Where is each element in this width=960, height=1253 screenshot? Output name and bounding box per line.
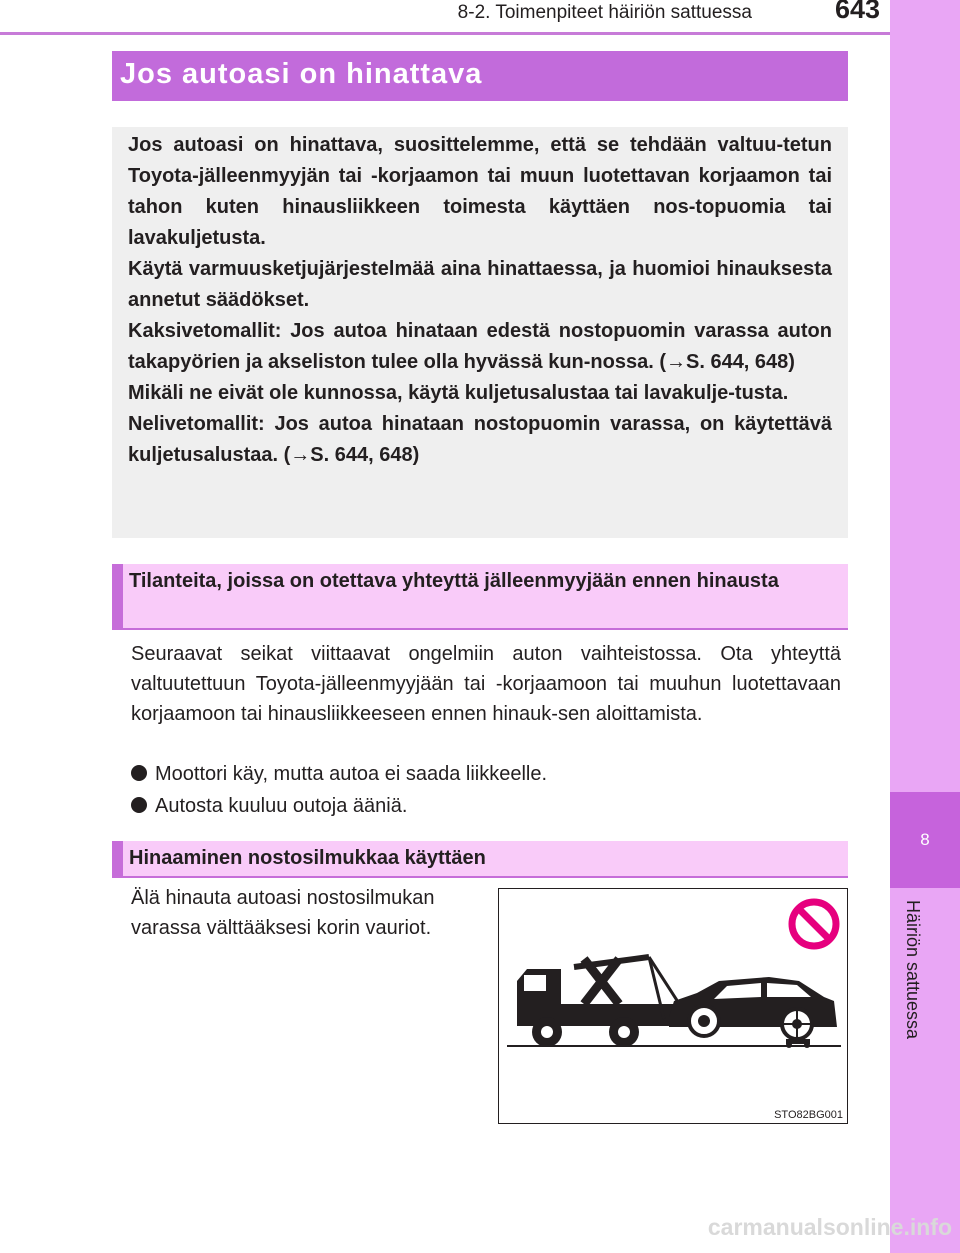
chapter-number-tab[interactable]: 8 — [890, 792, 960, 888]
prohibition-icon — [792, 902, 836, 946]
info-paragraph: Kaksivetomallit: Jos autoa hinataan edestä nostopuomin varassa auton takapyörien ja akseliston tulee olla hyvässä kun-nossa. (→S. 644, 648) — [128, 320, 832, 373]
chapter-label: Häiriön sattuessa — [903, 900, 923, 1040]
section-body-text: Seuraavat seikat viittaavat ongelmiin auton vaihteistossa. Ota yhteyttä valtuutettuun Toyota-jälleenmyyjään tai -korjaamoon tai muuhun luotettavaan korjaamoon tai hinausliikkeeseen ennen hinauk-sen aloittamista. — [131, 643, 841, 725]
side-tab-strip — [890, 0, 960, 1253]
towing-illustration-svg — [499, 889, 847, 1123]
bullet-text: Autosta kuuluu outoja ääniä. — [155, 795, 408, 817]
header-divider — [0, 32, 890, 35]
section-heading-dealer-contact — [112, 564, 848, 630]
info-box — [112, 127, 848, 538]
bullet-item — [131, 759, 547, 789]
info-paragraph: Nelivetomallit: Jos autoa hinataan nostopuomin varassa, on käytettävä kuljetusalustaa. (→S. 644, 648) — [128, 413, 832, 466]
info-paragraph: Mikäli ne eivät ole kunnossa, käytä kuljetusalustaa tai lavakulje-tusta. — [128, 382, 789, 404]
page-title: Jos autoasi on hinattava — [120, 58, 483, 90]
info-paragraph: Käytä varmuusketjujärjestelmää aina hinattaessa, ja huomioi hinauksesta annetut säädökset. — [128, 258, 832, 311]
section-header: 8-2. Toimenpiteet häiriön sattuessa — [457, 2, 752, 23]
page-title-bar — [112, 51, 848, 101]
page-number: 643 — [834, 0, 880, 24]
info-paragraph: Jos autoasi on hinattava, suosittelemme, että se tehdään valtuu-tetun Toyota-jälleenmyyjän tai -korjaamon tai muun luotettavan korjaamon tai tahon kuten hinausliikkeen toimesta käyttäen nos-topuomia tai lavakuljetusta. — [128, 134, 832, 249]
towing-illustration — [498, 888, 848, 1124]
towing-eyelet-text: Älä hinauta autoasi nostosilmukan varassa välttääksesi korin vauriot. — [131, 887, 435, 939]
bullet-text: Moottori käy, mutta autoa ei saada liikkeelle. — [155, 763, 548, 785]
figure-code: STO82BG001 — [774, 1109, 843, 1121]
watermark: carmanualsonline.info — [707, 1214, 952, 1240]
bullet-item — [131, 791, 407, 821]
section-heading-text: Tilanteita, joissa on otettava yhteyttä jälleenmyyjään ennen hinausta — [129, 570, 779, 592]
section-heading-text: Hinaaminen nostosilmukkaa käyttäen — [129, 847, 486, 869]
tow-truck-icon — [517, 957, 689, 1047]
section-heading-towing-eyelet — [112, 841, 848, 878]
bullet-icon — [131, 765, 147, 781]
car-icon — [669, 977, 837, 1048]
bullet-icon — [131, 797, 147, 813]
